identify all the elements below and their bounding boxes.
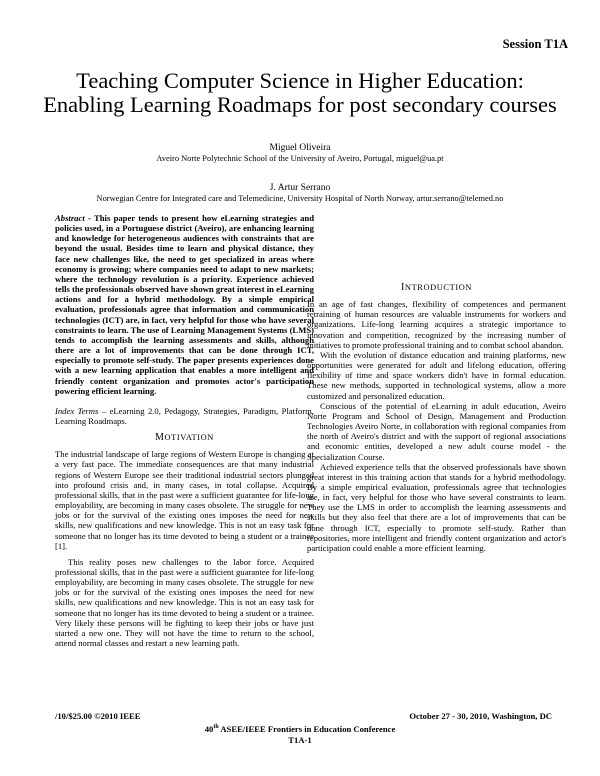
footer-conference-date: October 27 - 30, 2010, Washington, DC (409, 711, 552, 721)
footer-conference (0, 722, 600, 746)
section-heading-introduction: INTRODUCTION (400, 282, 473, 293)
motivation-paragraph-1: The industrial landscape of large regions of Western Europe is changing at a very fast pace. The immediate consequences are that many industrial regions of Western Europe see their traditional industrial sectors plunged into profound crisis and, in many cases, in total collapse. Acquired professional skills, that in the past were a sufficient guarantee for life-long employability, are becoming in many cases obsolete. The struggle for new jobs or for the survival of the existing ones imposes the need for new skills, new qualifications and new knowledge. This is not an easy task for someone that no longer has its time devoted to being a student or a trainee [1]. (55, 449, 314, 551)
author-affiliation-1: Aveiro Norte Polytechnic School of the University of Aveiro, Portugal, miguel@ua.pt (156, 154, 444, 163)
abstract (55, 213, 314, 396)
introduction-paragraph-4: Achieved experience tells that the observed professionals have shown great interest in this training action that stands for a hybrid methodology. By a simple empirical evaluation, professionals agree that technologies are, in fact, very helpful for those who have several constraints to learn. They use the LMS in order to accomplish the learning assessments and skills but they also feel that there are a lot of improvements that can be done through ICT, especially to promote self-study. Rather than repositories, more intelligent and friendly content organization and actor's participation could enable a more efficient learning. (307, 461, 566, 553)
author-affiliation-2: Norwegian Centre for Integrated care and Telemedicine, University Hospital of North Norway, artur.serrano@telemed.no (96, 194, 504, 203)
right-column (307, 213, 566, 553)
paper-title: Teaching Computer Science in Higher Education: Enabling Learning Roadmaps for post secondary courses (43, 68, 557, 118)
footer-conf-suffix: th (213, 724, 219, 730)
section-heading-motivation: MOTIVATION (155, 432, 214, 444)
footer-conf-number: 40 (204, 723, 214, 734)
introduction-paragraph-1: In an age of fast changes, flexibility of competences and permanent retraining of human resources are valuable instruments for workers and organizations. Life-long learning acquires a strategic importance to innovation and competition, recognized by the increasing number of initiatives to promote professional training and to combat school abandon. (307, 299, 566, 350)
left-column (55, 213, 314, 648)
footer-copyright: /10/$25.00 ©2010 IEEE (55, 711, 141, 721)
author-name-1: Miguel Oliveira (269, 143, 331, 153)
abstract-label: Abstract (55, 213, 85, 223)
session-label: Session T1A (502, 37, 568, 51)
author-name-2: J. Artur Serrano (269, 183, 331, 193)
introduction-paragraph-3: Conscious of the potential of eLearning in adult education, Aveiro Norte Program and School of Design, Management and Production Technologies Aveiro Norte, in collaboration with regional companies from the north of Aveiro's district and with the support of regional associations and economic entities, developed a new adult course model - the Specialization Course. (307, 400, 566, 462)
footer-conf-name: ASEE/IEEE Frontiers in Education Conference (218, 723, 396, 734)
index-terms-label: Index Terms (55, 405, 99, 416)
motivation-paragraph-2: This reality poses new challenges to the labor force. Acquired professional skills, that in the past were a sufficient guarantee for life-long employability, are becoming in many cases obsolete. The struggle for new jobs or for the survival of the existing ones imposes the need for new skills, new qualifications and new knowledge. This is not an easy task for someone that no longer has its time devoted to being a student or a trainee. Very likely these persons will be fighting to keep their jobs or have just started a new one. They will not have the time to return to the school, attend normal classes and restart a new learning path. (55, 556, 314, 649)
footer-page-number: T1A-1 (288, 734, 312, 745)
introduction-paragraph-2: With the evolution of distance education and training platforms, new opportunities were generated for adult and lifelong education, offering flexibility of time and space workers didn't have in formal education. These new methods, supported in technological systems, allow a more customized and personalized education. (307, 349, 566, 401)
index-terms (55, 406, 314, 426)
index-terms-body: – eLearning 2.0, Pedagogy, Strategies, Paradigm, Platform, Learning Roadmaps. (55, 405, 314, 426)
abstract-body: - This paper tends to present how eLearning strategies and policies used, in a Portuguese district (Aveiro), are enhancing learning and knowledge for heterogeneous audiences with constraints that are beyond the usual. Besides time to learn and physical distance, they face new challenges like, the need to get specialized in areas where economy is growing; where companies need to adapt to new markets; where the technology revolution is a priority. Experience achieved tells the professionals observed have shown great interest in eLearning actions and for a hybrid methodology. By a simple empirical evaluation, professionals agree that information and communication technologies (ICT) are, in fact, very helpful for those who have several constraints to learn. The use of Learning Management Systems (LMS) tends to accomplish the learning assessments and skills, although there are a lot of improvements that can be done through ICT, especially to promote self-study. The paper presents experiences done with a new learning application that enables a more intelligent and friendly content organization and promotes actor's participation powering efficient learning. (55, 213, 314, 396)
